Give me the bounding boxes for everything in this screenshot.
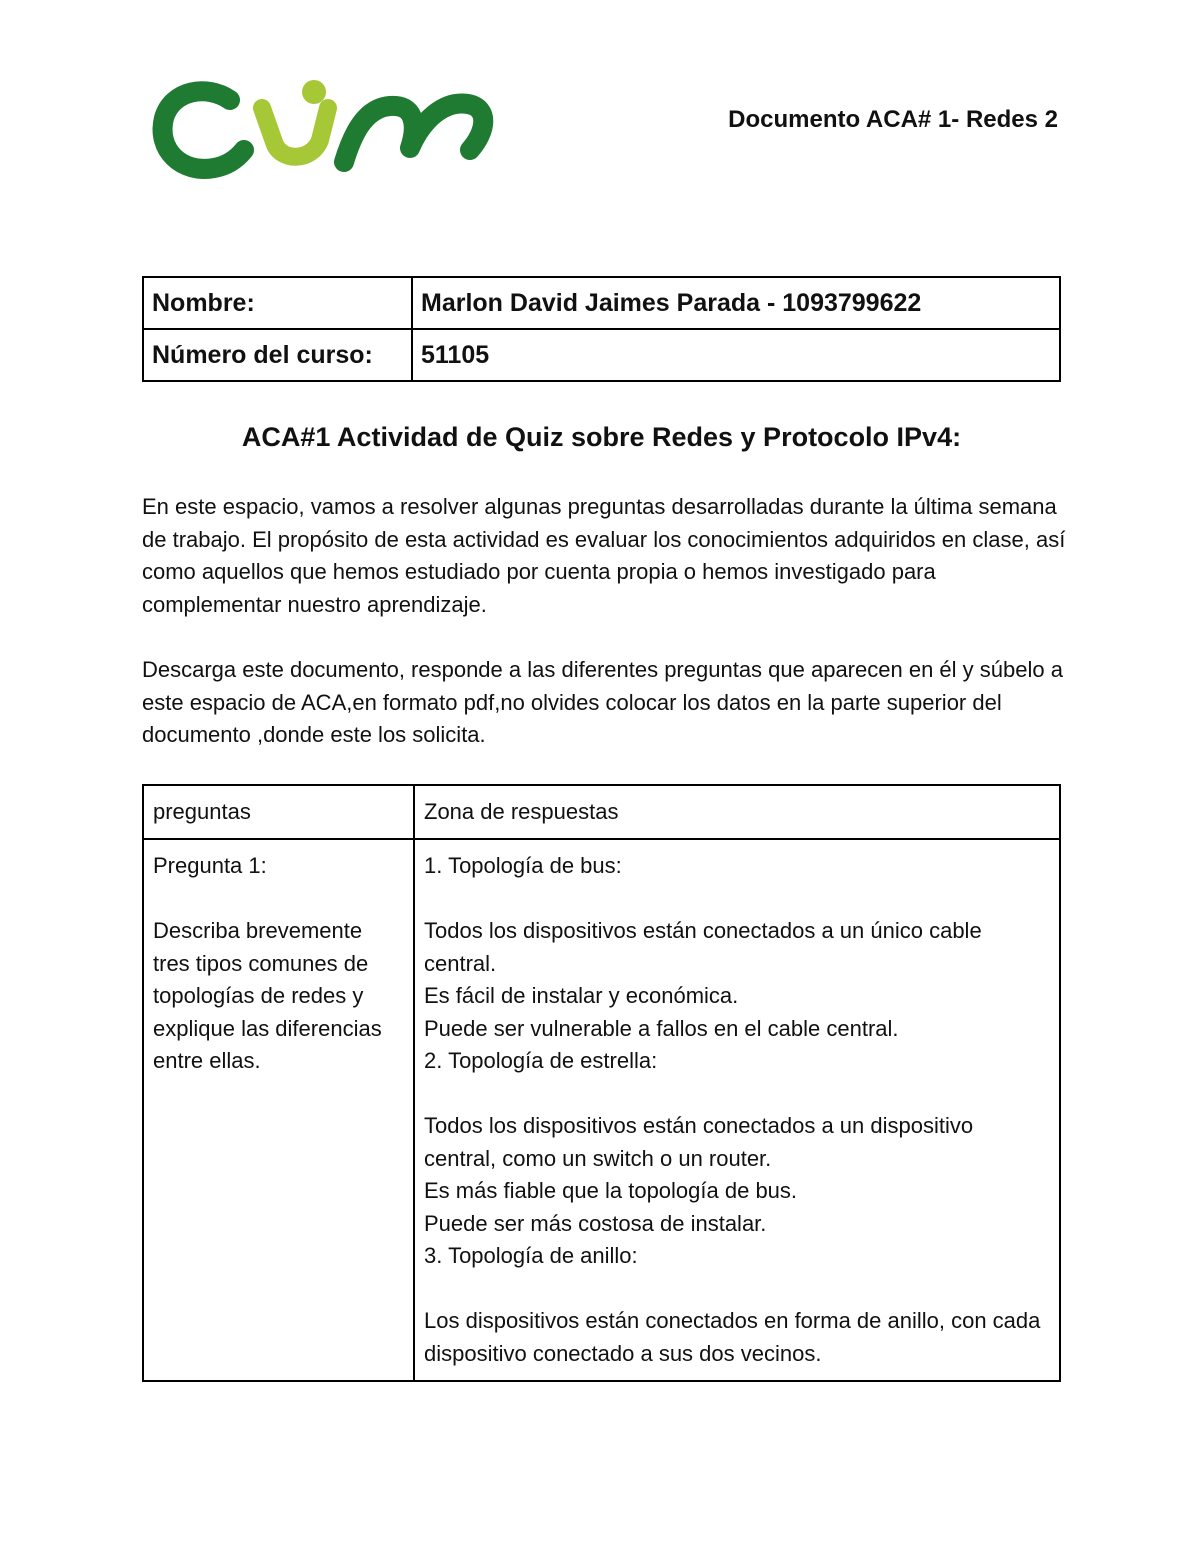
answers-header: Zona de respuestas: [414, 785, 1060, 839]
course-label: Número del curso:: [143, 329, 412, 381]
question-row: [143, 839, 1060, 1381]
questions-header: preguntas: [143, 785, 414, 839]
answer-cell: [414, 839, 1060, 1381]
questions-header-row: [143, 785, 1060, 839]
bus-line: Todos los dispositivos están conectados a un único cable central.: [424, 918, 982, 976]
course-value: 51105: [412, 329, 1060, 381]
info-row-name: [143, 277, 1060, 329]
question-text: Describa brevemente tres tipos comunes de topologías de redes y explique las diferencias entre ellas.: [153, 918, 382, 1073]
instructions-paragraph: Descarga este documento, responde a las diferentes preguntas que aparecen en él y súbelo a este espacio de ACA,en formato pdf,no olvides colocar los datos en la parte superior del documento ,donde este los solicita.: [142, 657, 1063, 747]
ring-line: Los dispositivos están conectados en forma de anillo, con cada dispositivo conectado a sus dos vecinos.: [424, 1308, 1041, 1366]
question-label: Pregunta 1:: [153, 853, 267, 878]
activity-title: ACA#1 Actividad de Quiz sobre Redes y Protocolo IPv4:: [241, 422, 962, 452]
intro-paragraph: En este espacio, vamos a resolver algunas preguntas desarrolladas durante la última semana de trabajo. El propósito de esta actividad es evaluar los conocimientos adquiridos en clase, así como aquellos que hemos estudiado por cuenta propia o hemos investigado para complementar nuestro aprendizaje.: [142, 494, 1066, 617]
student-info-table: [142, 276, 1061, 382]
bus-topology-title: 1. Topología de bus:: [424, 853, 622, 878]
star-line: Es más fiable que la topología de bus.: [424, 1178, 798, 1203]
name-label: Nombre:: [143, 277, 412, 329]
question-cell: [143, 839, 414, 1381]
cun-logo: [152, 70, 502, 185]
star-topology-title: 2. Topología de estrella:: [424, 1048, 658, 1073]
ring-topology-title: 3. Topología de anillo:: [424, 1243, 638, 1268]
bus-line: Es fácil de instalar y económica.: [424, 983, 739, 1008]
document-title: Documento ACA# 1- Redes 2: [728, 106, 1058, 133]
cun-logo-graphic: [152, 70, 502, 185]
bus-line: Puede ser vulnerable a fallos en el cable central.: [424, 1015, 899, 1041]
star-line: Puede ser más costosa de instalar.: [424, 1210, 767, 1236]
name-value: Marlon David Jaimes Parada - 1093799622: [412, 277, 1060, 329]
info-row-course: [143, 329, 1060, 381]
questions-table: [142, 784, 1061, 1382]
star-line: Todos los dispositivos están conectados a un dispositivo central, como un switch o un router.: [424, 1113, 974, 1171]
